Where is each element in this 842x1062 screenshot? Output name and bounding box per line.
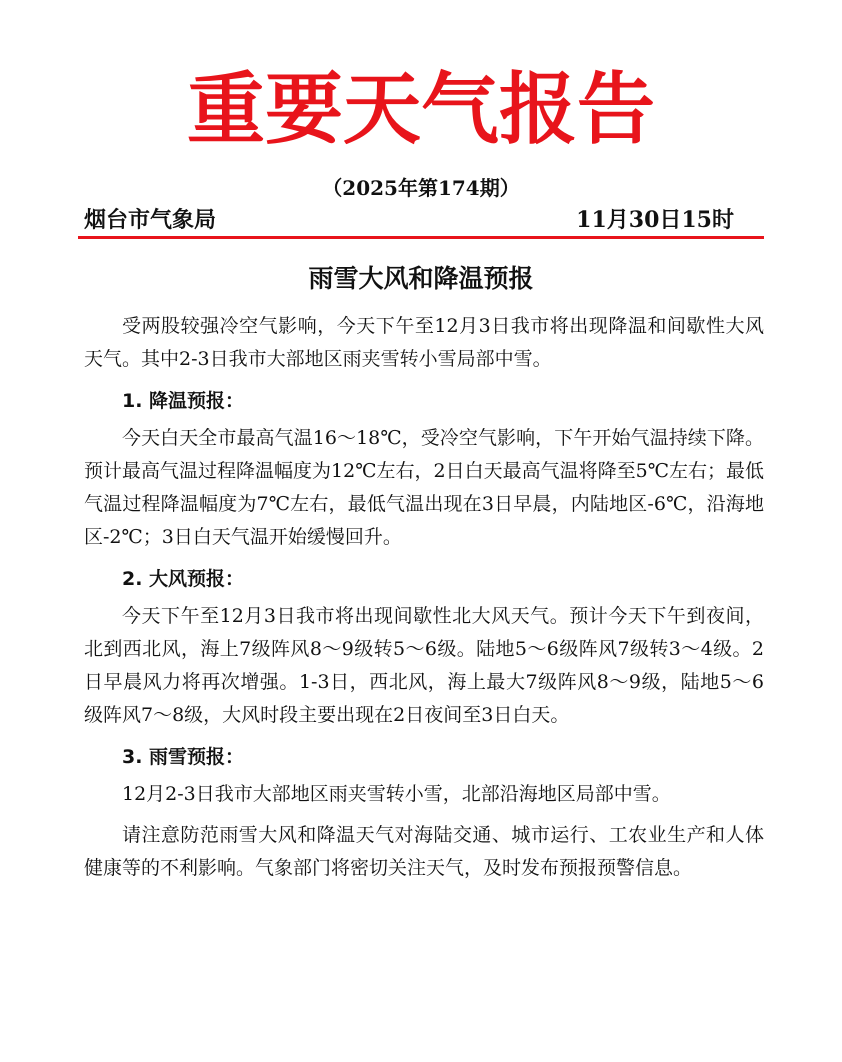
intro-paragraph: 受两股较强冷空气影响，今天下午至12月3日我市将出现降温和间歇性大风天气。其中2-3日我市大部地区雨夹雪转小雪局部中雪。 — [84, 315, 764, 370]
section-heading-cooling: 1. 降温预报： — [122, 390, 245, 412]
masthead-title: 重要天气报告 — [186, 64, 655, 155]
closing-paragraph: 请注意防范雨雪大风和降温天气对海陆交通、城市运行、工农业生产和人体健康等的不利影响。气象部门将密切关注天气，及时发布预报预警信息。 — [84, 824, 764, 879]
report-title: 雨雪大风和降温预报 — [308, 264, 534, 293]
issue-datetime: 11月30日15时 — [576, 207, 734, 233]
header-divider — [78, 236, 764, 239]
section-heading-wind: 2. 大风预报： — [122, 568, 245, 590]
report-body — [84, 310, 764, 893]
section-text-wind: 今天下午至12月3日我市将出现间歇性北大风天气。预计今天下午到夜间，北到西北风，海上7级阵风8～9级转5～6级。陆地5～6级阵风7级转3～4级。2日早晨风力将再次增强。1-3日，西北风，海上最大7级阵风8～9级，陆地5～6级阵风7～8级，大风时段主要出现在2日夜间至3日白天。 — [84, 605, 764, 726]
issuer-name: 烟台市气象局 — [84, 207, 217, 233]
section-heading-snow: 3. 雨雪预报： — [122, 746, 245, 768]
section-text-snow: 12月2-3日我市大部地区雨夹雪转小雪，北部沿海地区局部中雪。 — [122, 783, 671, 805]
issue-number: （2025年第174期） — [322, 176, 520, 200]
section-text-cooling: 今天白天全市最高气温16～18℃，受冷空气影响，下午开始气温持续下降。预计最高气温过程降温幅度为12℃左右，2日白天最高气温将降至5℃左右；最低气温过程降温幅度为7℃左右，最低气温出现在3日早晨，内陆地区-6℃，沿海地区-2℃；3日白天气温开始缓慢回升。 — [84, 427, 764, 548]
